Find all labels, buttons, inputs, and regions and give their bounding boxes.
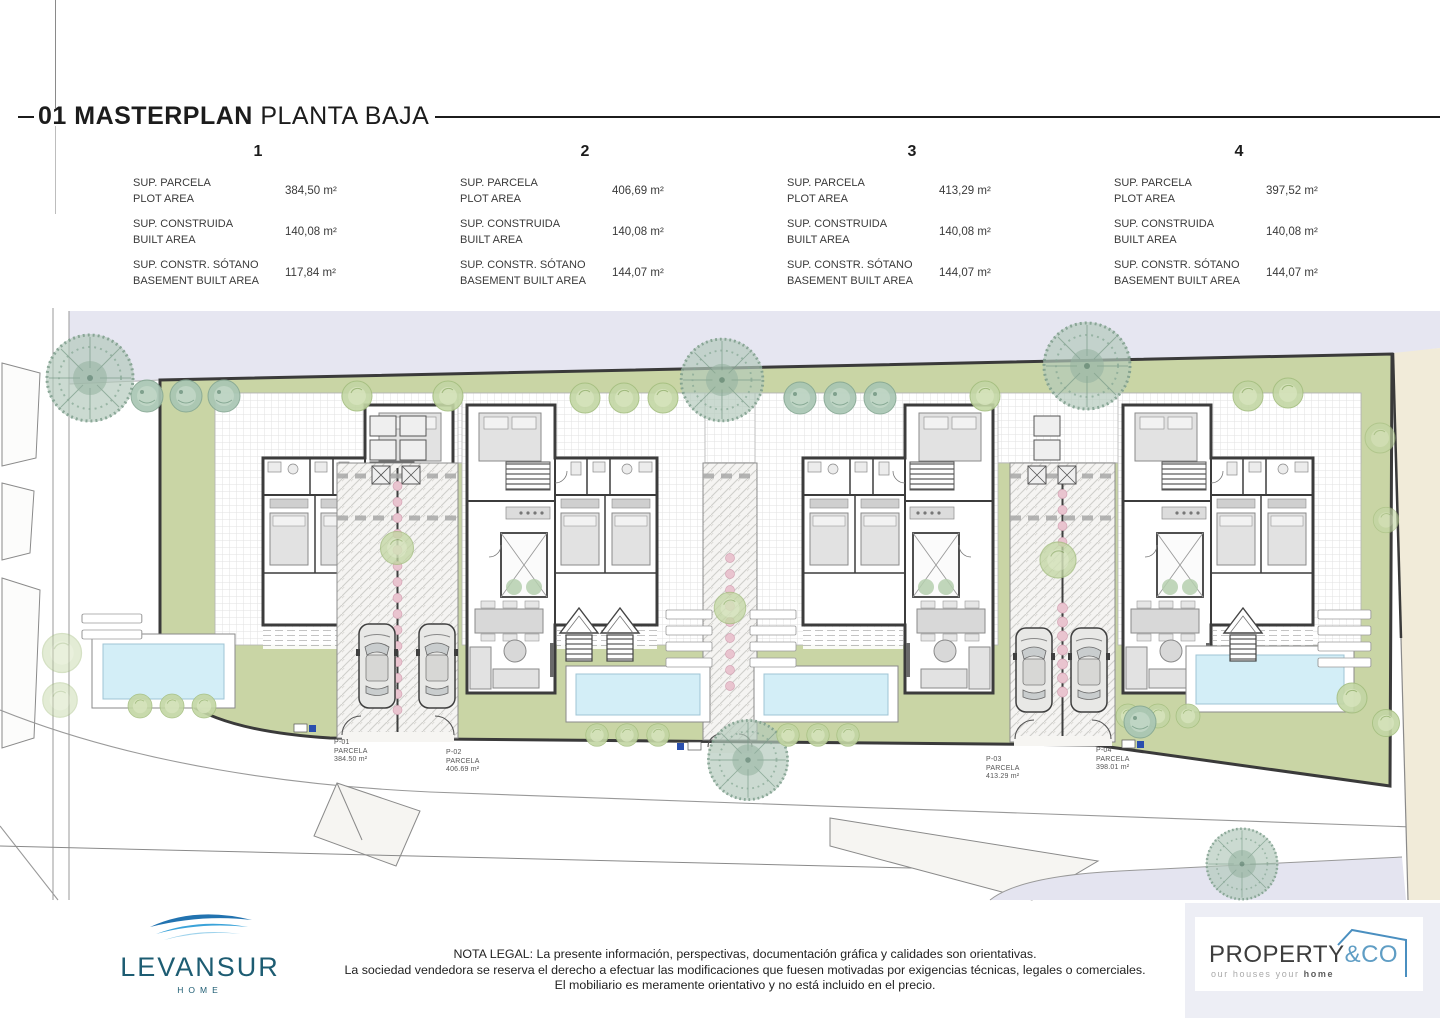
roof-line-icon (1336, 927, 1414, 979)
row-label: SUP. PARCELA PLOT AREA (1114, 176, 1192, 205)
row-label: SUP. CONSTR. SÓTANO BASEMENT BUILT AREA (1114, 258, 1240, 287)
pool-2 (566, 666, 710, 722)
car-icon (1068, 628, 1110, 712)
legal-line-3: El mobiliario es meramente orientativo y no está incluido en el precio. (554, 978, 936, 993)
row-value: 144,07 m² (612, 266, 664, 279)
table-row (460, 170, 787, 211)
property-co-card (1195, 917, 1423, 991)
row-value: 140,08 m² (1266, 225, 1318, 238)
legal-line-2: La sociedad vendedora se reserva el derecho a efectuar las modificaciones que fuesen motivadas por exigencias técnicas, legales o comerciales. (344, 962, 1146, 977)
plot-area-table (133, 143, 1440, 293)
site-plan-drawing (0, 308, 1440, 904)
property-co-name: PROPERTY (1209, 941, 1345, 968)
table-row (133, 170, 460, 211)
row-value: 117,84 m² (285, 266, 336, 279)
row-label: SUP. CONSTRUIDA BUILT AREA (787, 217, 888, 246)
table-row (787, 170, 1114, 211)
pool-3 (754, 666, 898, 722)
row-label: SUP. CONSTRUIDA BUILT AREA (133, 217, 234, 246)
property-co-logo (1209, 941, 1398, 969)
plot-number: 2 (580, 143, 590, 160)
pool-1 (92, 634, 235, 708)
car-icon (1013, 628, 1055, 712)
parcel-label-p02: P-02 PARCELA 406.69 m² (446, 749, 480, 773)
car-icon (356, 624, 398, 708)
row-value: 144,07 m² (939, 266, 991, 279)
table-row (787, 211, 1114, 252)
legal-note (245, 947, 1245, 994)
legal-line-1: NOTA LEGAL: La presente información, perspectivas, documentación gráfica y calidades son orientativas. (453, 947, 1037, 961)
row-value: 406,69 m² (612, 184, 664, 197)
margin-line-bottom (55, 126, 56, 214)
row-value: 413,29 m² (939, 184, 991, 197)
plot-number: 3 (907, 143, 917, 160)
levansur-name: LEVANSUR (120, 952, 280, 982)
plot-card-3 (787, 143, 1114, 293)
margin-line-top (55, 0, 56, 108)
street-shapes (0, 783, 1098, 900)
table-row (460, 252, 787, 293)
plot-number: 1 (253, 143, 263, 160)
levansur-sub: HOME (177, 985, 223, 995)
plot-number: 4 (1234, 143, 1244, 160)
row-label: SUP. CONSTR. SÓTANO BASEMENT BUILT AREA (460, 258, 586, 287)
plot-card-1 (133, 143, 460, 293)
title-rule-right (435, 116, 1440, 118)
row-label: SUP. PARCELA PLOT AREA (787, 176, 865, 205)
property-co-panel (1185, 903, 1440, 1018)
title-rule-left (18, 116, 34, 118)
property-co-tagline: our houses your home (1211, 969, 1335, 979)
row-value: 384,50 m² (285, 184, 337, 197)
row-value: 140,08 m² (285, 225, 337, 238)
row-label: SUP. CONSTRUIDA BUILT AREA (460, 217, 561, 246)
plot-card-4 (1114, 143, 1440, 293)
parcel-label-p01: P-01 PARCELA 384.50 m² (334, 739, 368, 763)
table-row (1114, 170, 1440, 211)
table-row (133, 211, 460, 252)
table-row (460, 211, 787, 252)
title-main: 01 MASTERPLAN (38, 102, 253, 130)
parcel-label-p03: P-03 PARCELA 413.29 m² (986, 756, 1020, 780)
row-value: 140,08 m² (612, 225, 664, 238)
row-label: SUP. CONSTRUIDA BUILT AREA (1114, 217, 1215, 246)
row-value: 144,07 m² (1266, 266, 1318, 279)
levansur-waves-icon (140, 912, 260, 946)
table-row (133, 252, 460, 293)
page-title-bar (0, 102, 1440, 131)
row-value: 140,08 m² (939, 225, 991, 238)
car-icon (416, 624, 458, 708)
property-co-suffix: &CO (1344, 941, 1399, 968)
neighbor-buildings (2, 363, 40, 748)
row-label: SUP. CONSTR. SÓTANO BASEMENT BUILT AREA (133, 258, 259, 287)
row-value: 397,52 m² (1266, 184, 1318, 197)
row-label: SUP. CONSTR. SÓTANO BASEMENT BUILT AREA (787, 258, 913, 287)
row-label: SUP. PARCELA PLOT AREA (133, 176, 211, 205)
plot-card-2 (460, 143, 787, 293)
title-suffix: PLANTA BAJA (260, 102, 430, 130)
pool-4 (1186, 646, 1354, 712)
site-plan (0, 308, 1440, 904)
parcel-label-p04: P-04 PARCELA 398.01 m² (1096, 747, 1130, 771)
table-row (1114, 252, 1440, 293)
row-label: SUP. PARCELA PLOT AREA (460, 176, 538, 205)
table-row (787, 252, 1114, 293)
page-title (38, 102, 429, 131)
table-row (1114, 211, 1440, 252)
